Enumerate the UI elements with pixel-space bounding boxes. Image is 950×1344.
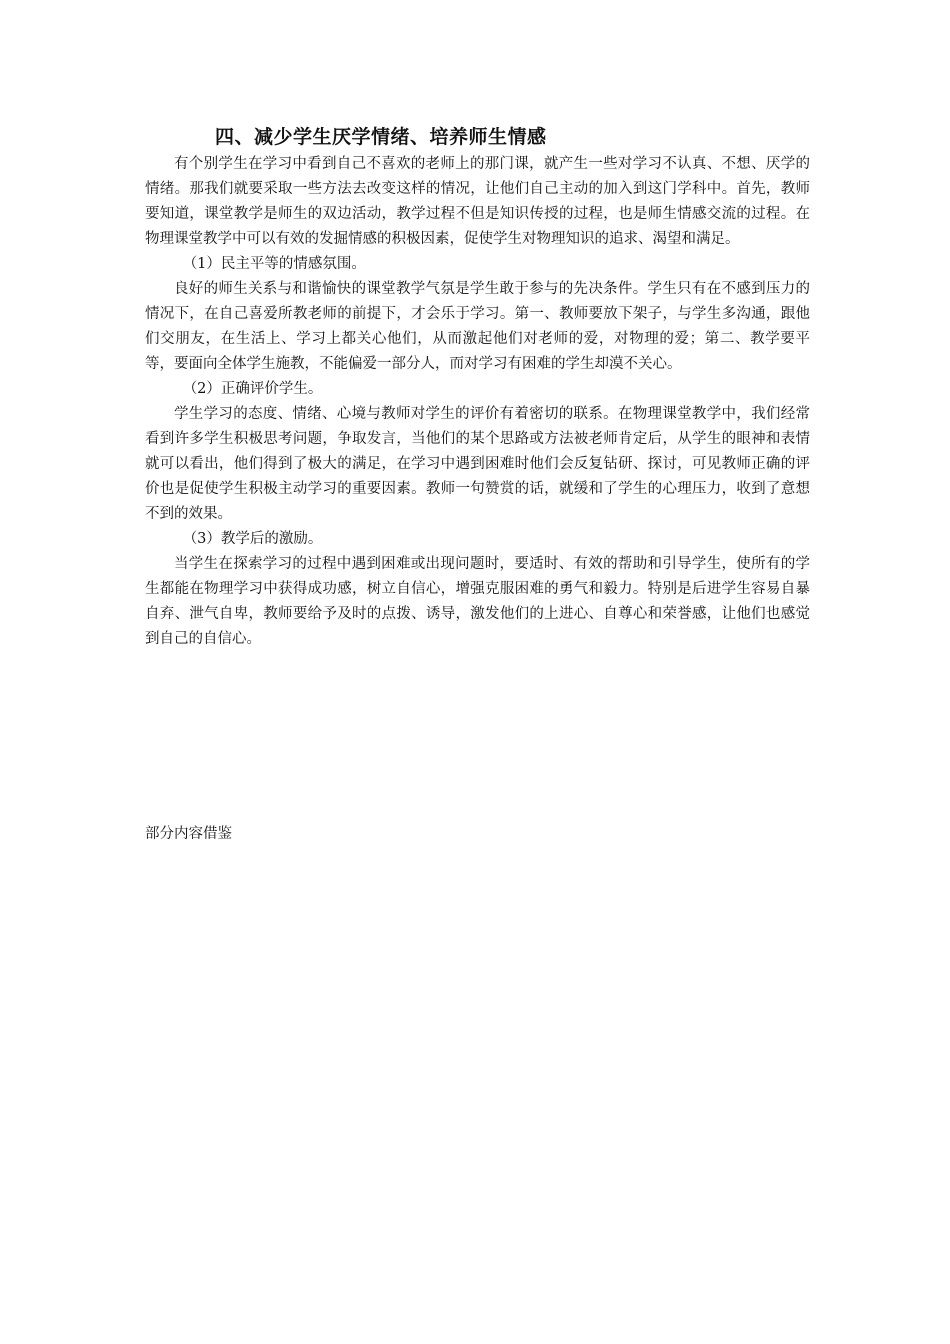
intro-paragraph: 有个别学生在学习中看到自己不喜欢的老师上的那门课，就产生一些对学习不认真、不想、厌学的情绪。那我们就要采取一些方法去改变这样的情况，让他们自己主动的加入到这门学科中。首先，教师要知道，课堂教学是师生的双边活动，教学过程不但是知识传授的过程，也是师生情感交流的过程。在物理课堂教学中可以有效的发掘情感的积极因素，促使学生对物理知识的追求、渴望和满足。 bbox=[145, 156, 810, 247]
footer-note: 部分内容借鉴 bbox=[145, 826, 232, 842]
subsection-title-3: （3）教学后的激励。 bbox=[182, 531, 323, 547]
section-heading: 四、减少学生厌学情绪、培养师生情感 bbox=[215, 126, 547, 148]
subsection-body-3: 当学生在探索学习的过程中遇到困难或出现问题时，要适时、有效的帮助和引导学生，使所有的学生都能在物理学习中获得成功感，树立自信心，增强克服困难的勇气和毅力。特别是后进学生容易自暴自弃、泄气自卑，教师要给予及时的点拨、诱导，激发他们的上进心、自尊心和荣誉感，让他们也感觉到自己的自信心。 bbox=[145, 556, 810, 647]
subsection-title-1: （1）民主平等的情感氛围。 bbox=[182, 256, 366, 272]
subsection-body-1: 良好的师生关系与和谐愉快的课堂教学气氛是学生敢于参与的先决条件。学生只有在不感到压力的情况下，在自己喜爱所教老师的前提下，才会乐于学习。第一、教师要放下架子，与学生多沟通，跟他们交朋友，在生活上、学习上都关心他们，从而激起他们对老师的爱，对物理的爱；第二、教学要平等，要面向全体学生施教，不能偏爱一部分人，而对学习有困难的学生却漠不关心。 bbox=[145, 281, 810, 372]
subsection-title-2: （2）正确评价学生。 bbox=[182, 381, 323, 397]
document-body bbox=[145, 122, 810, 652]
subsection-body-2: 学生学习的态度、情绪、心境与教师对学生的评价有着密切的联系。在物理课堂教学中，我们经常看到许多学生积极思考问题，争取发言，当他们的某个思路或方法被老师肯定后，从学生的眼神和表情就可以看出，他们得到了极大的满足，在学习中遇到困难时他们会反复钻研、探讨，可见教师正确的评价也是促使学生积极主动学习的重要因素。教师一句赞赏的话，就缓和了学生的心理压力，收到了意想不到的效果。 bbox=[145, 406, 810, 522]
